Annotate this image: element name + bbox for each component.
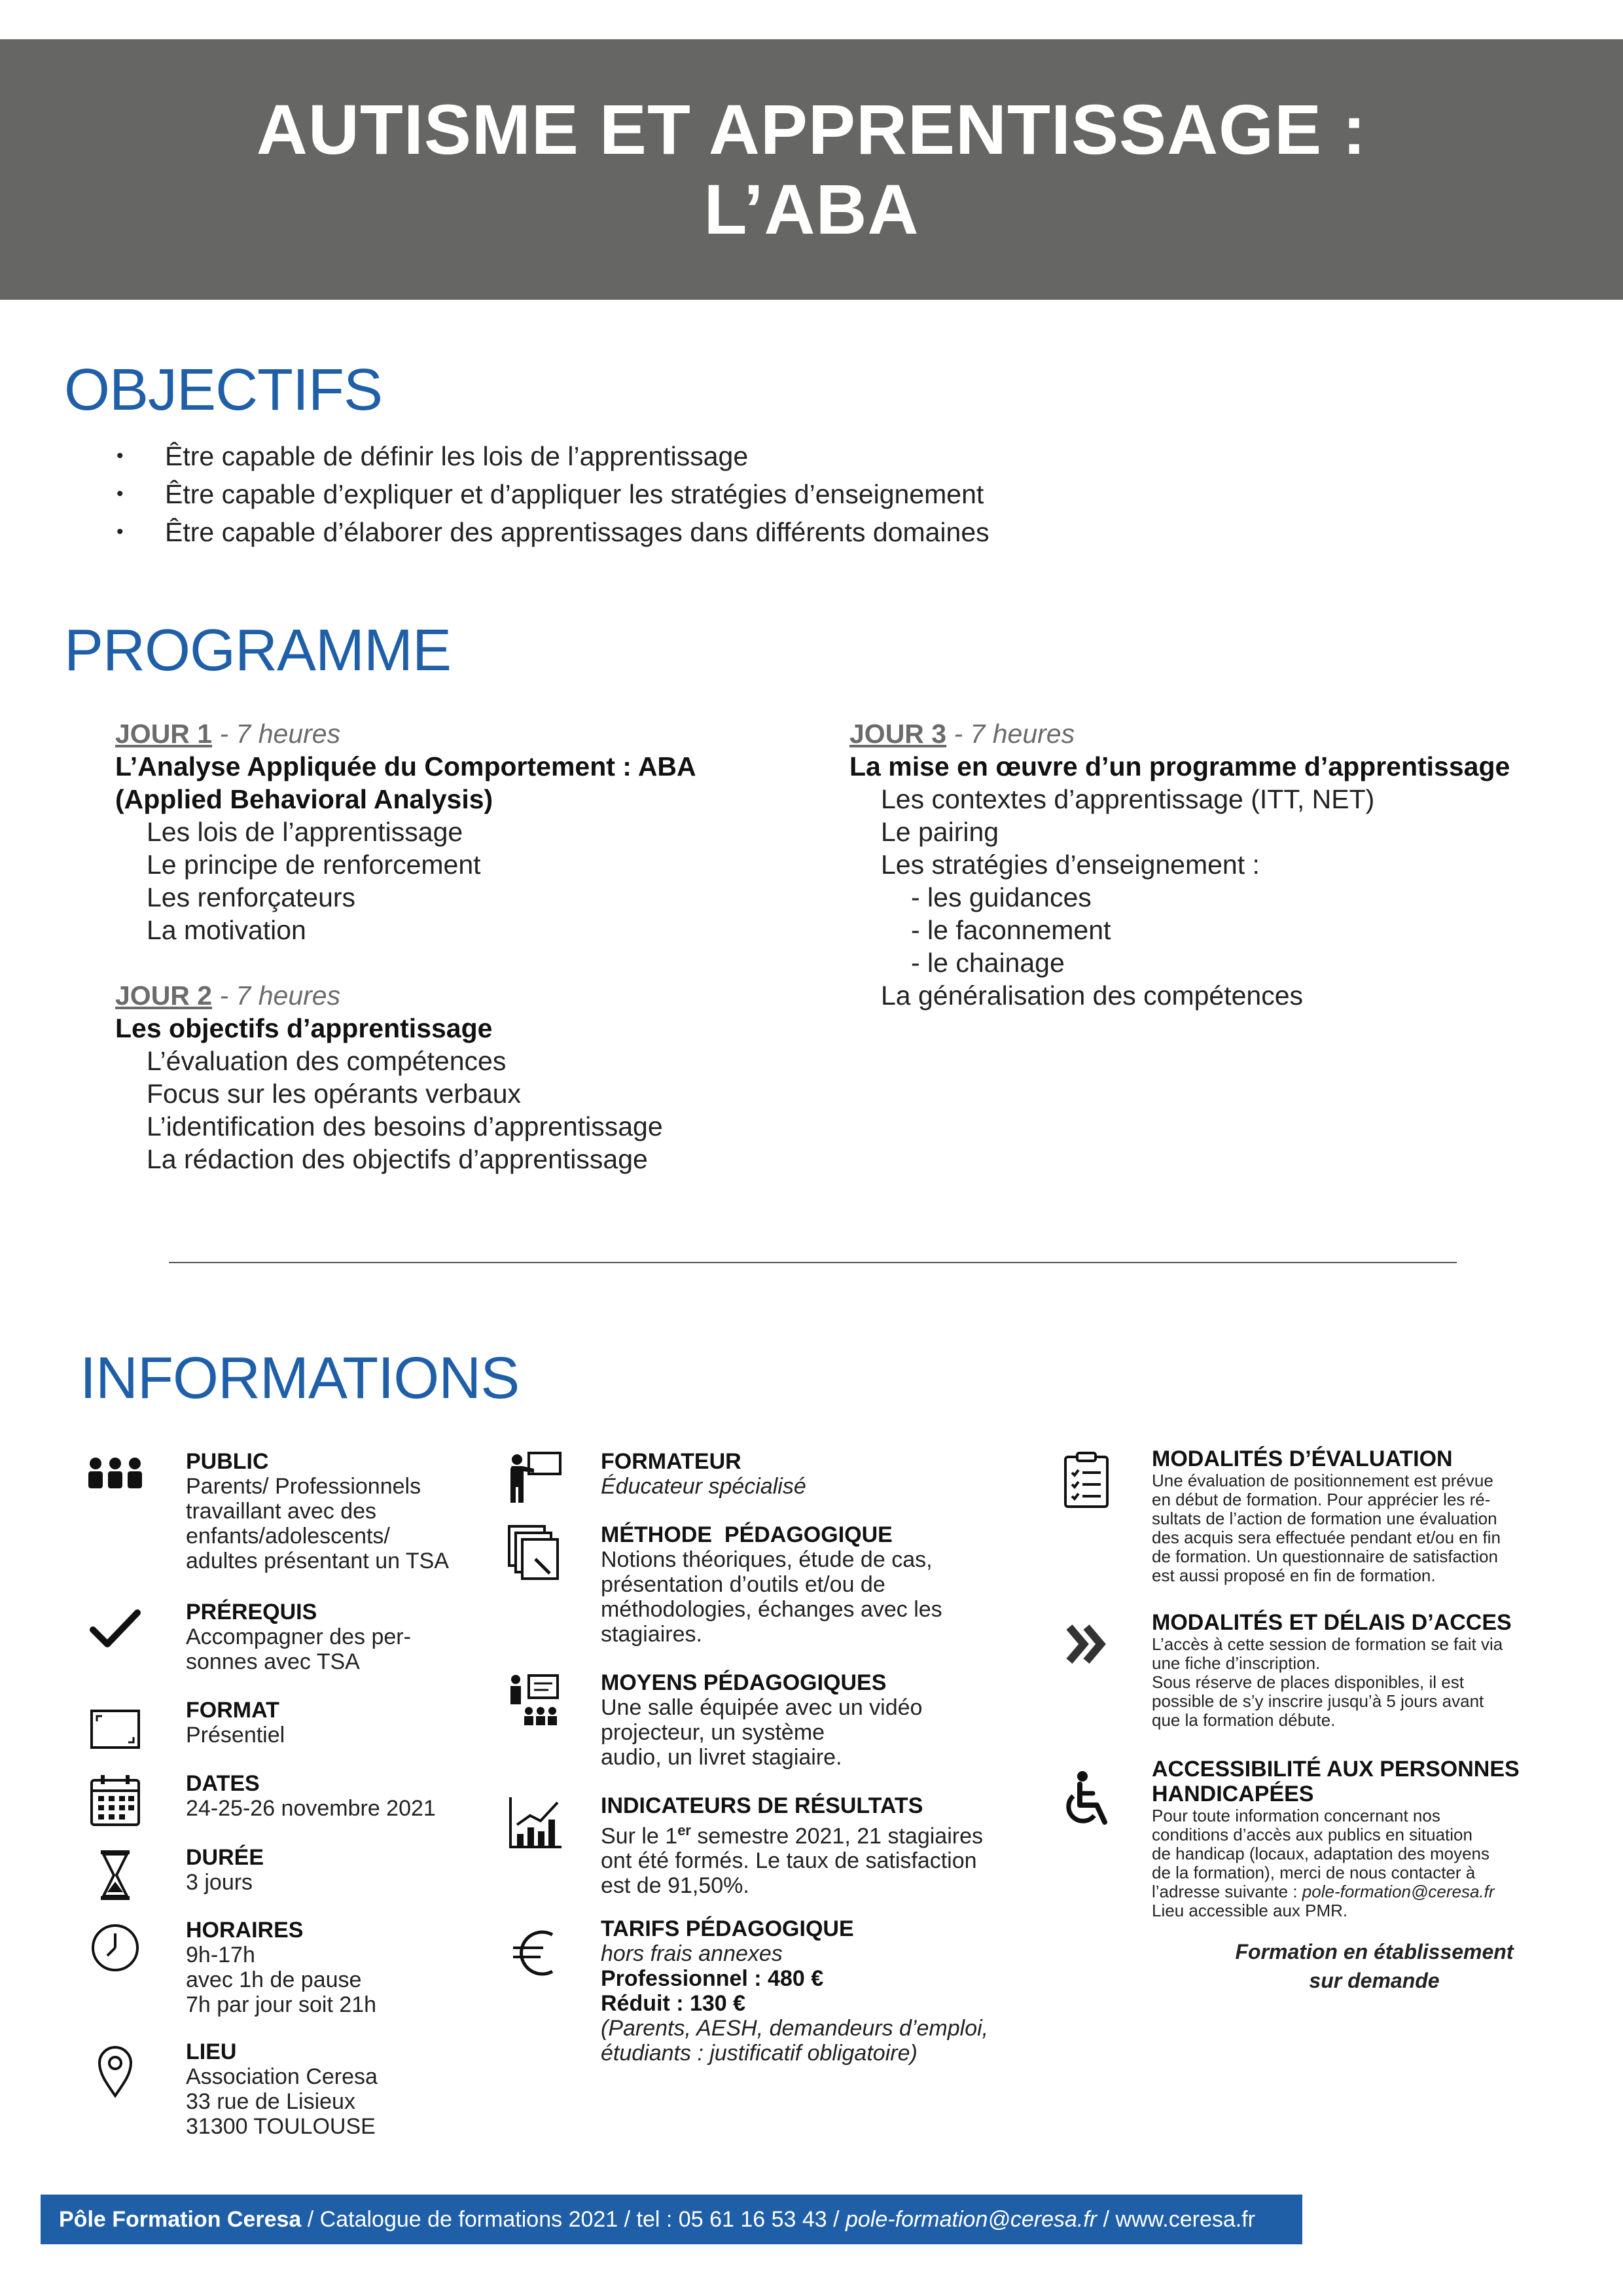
info-text: possible de s’y inscrire jusqu’à 5 jours avant bbox=[1152, 1691, 1484, 1711]
list-item: Les stratégies d’enseignement : bbox=[881, 850, 1260, 880]
double-chevron-icon bbox=[1054, 1611, 1119, 1677]
jour2-label: JOUR 2 - 7 heures bbox=[115, 980, 341, 1011]
info-text: de handicap (locaux, adaptation des moyens bbox=[1152, 1844, 1490, 1863]
jour1-label: JOUR 1 - 7 heures bbox=[115, 719, 341, 749]
info-text: en début de formation. Pour apprécier les ré- bbox=[1152, 1490, 1491, 1509]
wheelchair-icon bbox=[1054, 1767, 1119, 1833]
info-title: MODALITÉS D’ÉVALUATION bbox=[1152, 1446, 1453, 1471]
footer-brand: Pôle Formation Ceresa bbox=[59, 2207, 302, 2232]
info-text: 9h-17h bbox=[186, 1943, 255, 1967]
info-text: 24-25-26 novembre 2021 bbox=[186, 1796, 436, 1821]
list-item: Les renforçateurs bbox=[147, 882, 356, 912]
check-icon bbox=[82, 1597, 148, 1662]
info-text: Éducateur spécialisé bbox=[601, 1474, 806, 1499]
info-text: des acquis sera effectuée pendant et/ou en fin bbox=[1152, 1528, 1501, 1547]
clock-icon bbox=[82, 1915, 148, 1981]
map-pin-icon bbox=[82, 2037, 148, 2102]
info-text: enfants/adolescents/ bbox=[186, 1524, 390, 1549]
footer-bar bbox=[41, 2195, 1302, 2244]
documents-icon bbox=[503, 1520, 568, 1585]
info-text: Sous réserve de places disponibles, il est bbox=[1152, 1672, 1464, 1692]
programme-left-column bbox=[115, 717, 835, 1175]
info-text: stagiaires. bbox=[601, 1622, 702, 1647]
list-item: L’évaluation des compétences bbox=[147, 1046, 507, 1076]
info-text: Sur le 1er semestre 2021, 21 stagiaires bbox=[601, 1822, 984, 1849]
info-title: TARIFS PÉDAGOGIQUE bbox=[601, 1916, 854, 1941]
info-text: Une évaluation de positionnement est prévue bbox=[1152, 1471, 1493, 1490]
info-title: ACCESSIBILITÉ AUX PERSONNES bbox=[1152, 1757, 1520, 1782]
classroom-icon bbox=[503, 1668, 568, 1733]
info-text: Pour toute information concernant nos bbox=[1152, 1806, 1440, 1825]
info-text: travaillant avec des bbox=[186, 1499, 377, 1524]
info-text: hors frais annexes bbox=[601, 1941, 783, 1966]
list-item: La motivation bbox=[147, 915, 306, 945]
info-text: sonnes avec TSA bbox=[186, 1649, 360, 1674]
programme-heading: PROGRAMME bbox=[64, 618, 452, 683]
info-text: projecteur, un système bbox=[601, 1720, 825, 1745]
note-on-demand: Formation en établissement sur demande bbox=[1235, 1940, 1514, 1992]
footer-website[interactable]: / www.ceresa.fr bbox=[1097, 2207, 1255, 2232]
list-item: - le faconnement bbox=[911, 915, 1111, 945]
info-title: MODALITÉS ET DÉLAIS D’ACCES bbox=[1152, 1610, 1512, 1635]
list-item: Le principe de renforcement bbox=[147, 850, 481, 880]
info-title: PUBLIC bbox=[186, 1449, 269, 1474]
info-text: 3 jours bbox=[186, 1870, 253, 1895]
info-text: 7h par jour soit 21h bbox=[186, 1992, 377, 2017]
info-text: adultes présentant un TSA bbox=[186, 1549, 449, 1573]
jour2-title: Les objectifs d’apprentissage bbox=[115, 1013, 493, 1043]
list-item: Les lois de l’apprentissage bbox=[147, 817, 463, 847]
info-title: FORMATEUR bbox=[601, 1449, 741, 1474]
jour3-title: La mise en œuvre d’un programme d’apprentissage bbox=[849, 751, 1510, 781]
footer-text: / Catalogue de formations 2021 / tel : 05 61 16 53 43 / bbox=[301, 2207, 846, 2232]
list-item: • Être capable d’expliquer et d’appliquer les stratégies d’enseignement bbox=[116, 479, 984, 509]
contact-email[interactable]: pole-formation@ceresa.fr bbox=[1302, 1882, 1495, 1901]
list-item: • Être capable de définir les lois de l’apprentissage bbox=[116, 441, 749, 471]
title-banner bbox=[0, 39, 1623, 300]
list-item: - les guidances bbox=[911, 882, 1092, 912]
list-item: Le pairing bbox=[881, 817, 999, 847]
info-text: Parents/ Professionnels bbox=[186, 1474, 421, 1499]
info-text: de formation. Un questionnaire de satisfaction bbox=[1152, 1547, 1498, 1566]
euro-icon bbox=[503, 1920, 568, 1986]
info-title: LIEU bbox=[186, 2039, 237, 2064]
info-title: DATES bbox=[186, 1771, 260, 1796]
objectifs-heading: OBJECTIFS bbox=[64, 357, 383, 423]
info-title: DURÉE bbox=[186, 1845, 264, 1870]
info-text: Lieu accessible aux PMR. bbox=[1152, 1901, 1348, 1920]
info-text: L’accès à cette session de formation se fait via bbox=[1152, 1634, 1503, 1654]
info-title: FORMAT bbox=[186, 1698, 279, 1723]
list-item: Les contextes d’apprentissage (ITT, NET) bbox=[881, 784, 1375, 814]
info-title: INDICATEURS DE RÉSULTATS bbox=[601, 1793, 923, 1818]
info-text: l’adresse suivante : pole-formation@ceresa.fr bbox=[1152, 1882, 1495, 1901]
divider bbox=[169, 1262, 1457, 1263]
info-text: de la formation), merci de nous contacter à bbox=[1152, 1863, 1476, 1882]
info-text: conditions d’accès aux publics en situation bbox=[1152, 1825, 1472, 1844]
teacher-icon bbox=[503, 1446, 568, 1512]
chart-icon bbox=[503, 1791, 568, 1856]
info-text: Association Ceresa bbox=[186, 2064, 378, 2089]
info-title: HANDICAPÉES bbox=[1152, 1782, 1314, 1806]
frame-icon bbox=[82, 1695, 148, 1761]
info-text: Notions théoriques, étude de cas, bbox=[601, 1547, 933, 1572]
list-item: La généralisation des compétences bbox=[881, 980, 1304, 1011]
info-text: 33 rue de Lisieux bbox=[186, 2089, 355, 2114]
objectifs-list bbox=[111, 437, 990, 551]
info-text: étudiants : justificatif obligatoire) bbox=[601, 2041, 918, 2066]
info-text: avec 1h de pause bbox=[186, 1967, 362, 1992]
footer-email-link[interactable]: pole-formation@ceresa.fr bbox=[846, 2207, 1097, 2232]
price-pro: Professionnel : 480 € bbox=[601, 1966, 824, 1991]
info-text: Présentiel bbox=[186, 1723, 285, 1748]
info-text: (Parents, AESH, demandeurs d’emploi, bbox=[601, 2016, 989, 2041]
info-text: une fiche d’inscription. bbox=[1152, 1653, 1321, 1673]
info-title: PRÉREQUIS bbox=[186, 1600, 317, 1624]
info-title: HORAIRES bbox=[186, 1918, 304, 1943]
info-title: MÉTHODE PÉDAGOGIQUE bbox=[601, 1522, 893, 1547]
info-text: Une salle équipée avec un vidéo bbox=[601, 1695, 923, 1720]
info-text: 31300 TOULOUSE bbox=[186, 2114, 376, 2139]
calendar-icon bbox=[82, 1768, 148, 1834]
list-item: La rédaction des objectifs d’apprentissage bbox=[147, 1144, 648, 1174]
list-item: • Être capable d’élaborer des apprentissages dans différents domaines bbox=[116, 517, 990, 547]
info-text: audio, un livret stagiaire. bbox=[601, 1745, 842, 1770]
info-text: est de 91,50%. bbox=[601, 1873, 749, 1899]
info-text: est aussi proposé en fin de formation. bbox=[1152, 1566, 1436, 1585]
jour3-label: JOUR 3 - 7 heures bbox=[849, 719, 1075, 749]
list-item: L’identification des besoins d’apprentissage bbox=[147, 1111, 663, 1141]
info-text: présentation d’outils et/ou de bbox=[601, 1572, 885, 1597]
info-text: sultats de l’action de formation une évaluation bbox=[1152, 1509, 1497, 1528]
page-title-line2: L’ABA bbox=[704, 170, 919, 249]
jour1-title: L’Analyse Appliquée du Comportement : ABA bbox=[115, 751, 696, 781]
page-title-line1: AUTISME ET APPRENTISSAGE : bbox=[256, 90, 1367, 169]
programme-right-column bbox=[849, 717, 1602, 1012]
list-item: - le chainage bbox=[911, 948, 1065, 978]
hourglass-icon bbox=[82, 1842, 148, 1908]
price-reduit: Réduit : 130 € bbox=[601, 1991, 746, 2016]
info-title: MOYENS PÉDAGOGIQUES bbox=[601, 1670, 887, 1695]
info-text: que la formation débute. bbox=[1152, 1710, 1336, 1730]
info-text: Accompagner des per- bbox=[186, 1624, 411, 1649]
info-text: méthodologies, échanges avec les bbox=[601, 1597, 942, 1622]
info-text: ont été formés. Le taux de satisfaction bbox=[601, 1848, 977, 1874]
people-icon bbox=[82, 1446, 148, 1512]
list-item: Focus sur les opérants verbaux bbox=[147, 1079, 521, 1109]
jour1-title-2: (Applied Behavioral Analysis) bbox=[115, 784, 493, 814]
clipboard-icon bbox=[1054, 1448, 1119, 1513]
informations-heading: INFORMATIONS bbox=[80, 1346, 520, 1411]
